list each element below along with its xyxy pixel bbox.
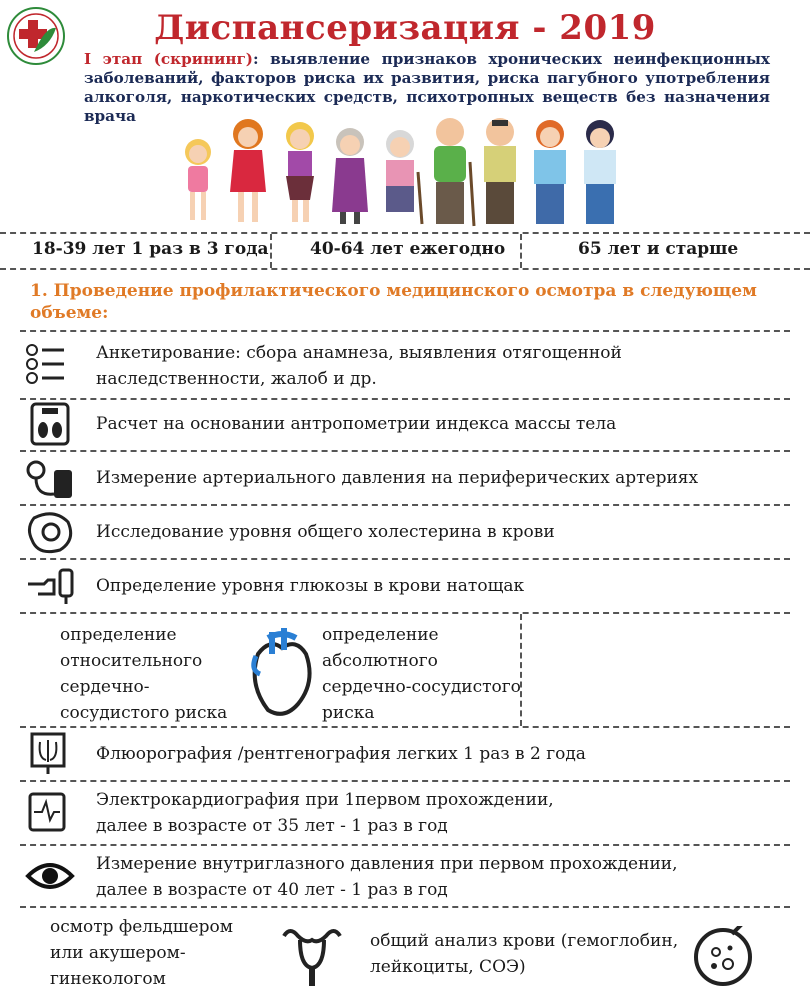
glucose-text: Определение уровня глюкозы в крови натощак [96,576,525,596]
glucose-row [20,560,790,614]
glucometer-icon [24,564,76,608]
egg-icon [24,510,76,554]
checklist-icon [24,342,76,386]
age-group-40-64: 40-64 лет ежегодно [310,239,506,259]
cholesterol-row [20,506,790,560]
pressure-row [20,452,790,506]
uterus-icon [278,922,346,992]
stage-label: I этап (скрининг) [84,50,253,68]
heart-icon [238,624,322,720]
bmi-row [20,398,790,452]
page-title: Диспансеризация - 2019 [154,8,656,48]
fluoro-text: Флюорография /рентгенография легких 1 раз в 2 года [96,744,586,764]
ecg-row [20,782,790,846]
relative-risk-text: определение относительного сердечно-сосудистого риска [60,625,228,723]
ecg-icon [24,790,76,834]
fluoro-row [20,728,790,782]
gynecology-text: осмотр фельдшером или акушером-гинекологом [50,917,233,989]
age-groups-bar [0,232,810,270]
divider [270,234,272,268]
cholesterol-text: Исследование уровня общего холестерина в крови [96,522,555,542]
ecg-line-2: далее в возрасте от 35 лет - 1 раз в год [96,816,448,836]
people-illustration [170,112,640,230]
section-title: 1. Проведение профилактического медицинского осмотра в следующем объеме: [30,281,757,323]
ecg-line-1: Электрокардиография при 1первом прохождении, [96,790,554,810]
eye-line-2: далее в возрасте от 40 лет - 1 раз в год [96,880,448,900]
risk-row [20,614,790,728]
eye-row [20,846,790,908]
bottom-row [20,908,790,998]
tonometer-icon [24,456,76,500]
age-group-18-39: 18-39 лет 1 раз в 3 года [32,239,269,259]
survey-row [20,330,790,400]
scales-icon [24,402,76,446]
eye-line-1: Измерение внутриглазного давления при первом прохождении, [96,854,678,874]
age-group-65-plus: 65 лет и старше [578,239,739,259]
absolute-risk-text: определение абсолютного сердечно-сосудистого риска [322,625,521,723]
eye-icon [24,854,76,898]
petri-dish-icon [692,926,754,988]
divider [520,614,522,726]
stage-text: : выявление признаков хронических неинфекционных заболеваний, факторов риска их развития, риска пагубного употребления алкоголя, наркотических средств, психотропных веществ без назначения врача [84,50,770,125]
blood-test-text: общий анализ крови (гемоглобин, лейкоциты, СОЭ) [370,931,679,977]
xray-monitor-icon [24,732,76,776]
survey-text: Анкетирование: сбора анамнеза, выявления отягощенной наследственности, жалоб и др. [96,343,622,389]
pressure-text: Измерение артериального давления на периферических артериях [96,468,699,488]
bmi-text: Расчет на основании антропометрии индекса массы тела [96,414,617,434]
divider [520,234,522,268]
